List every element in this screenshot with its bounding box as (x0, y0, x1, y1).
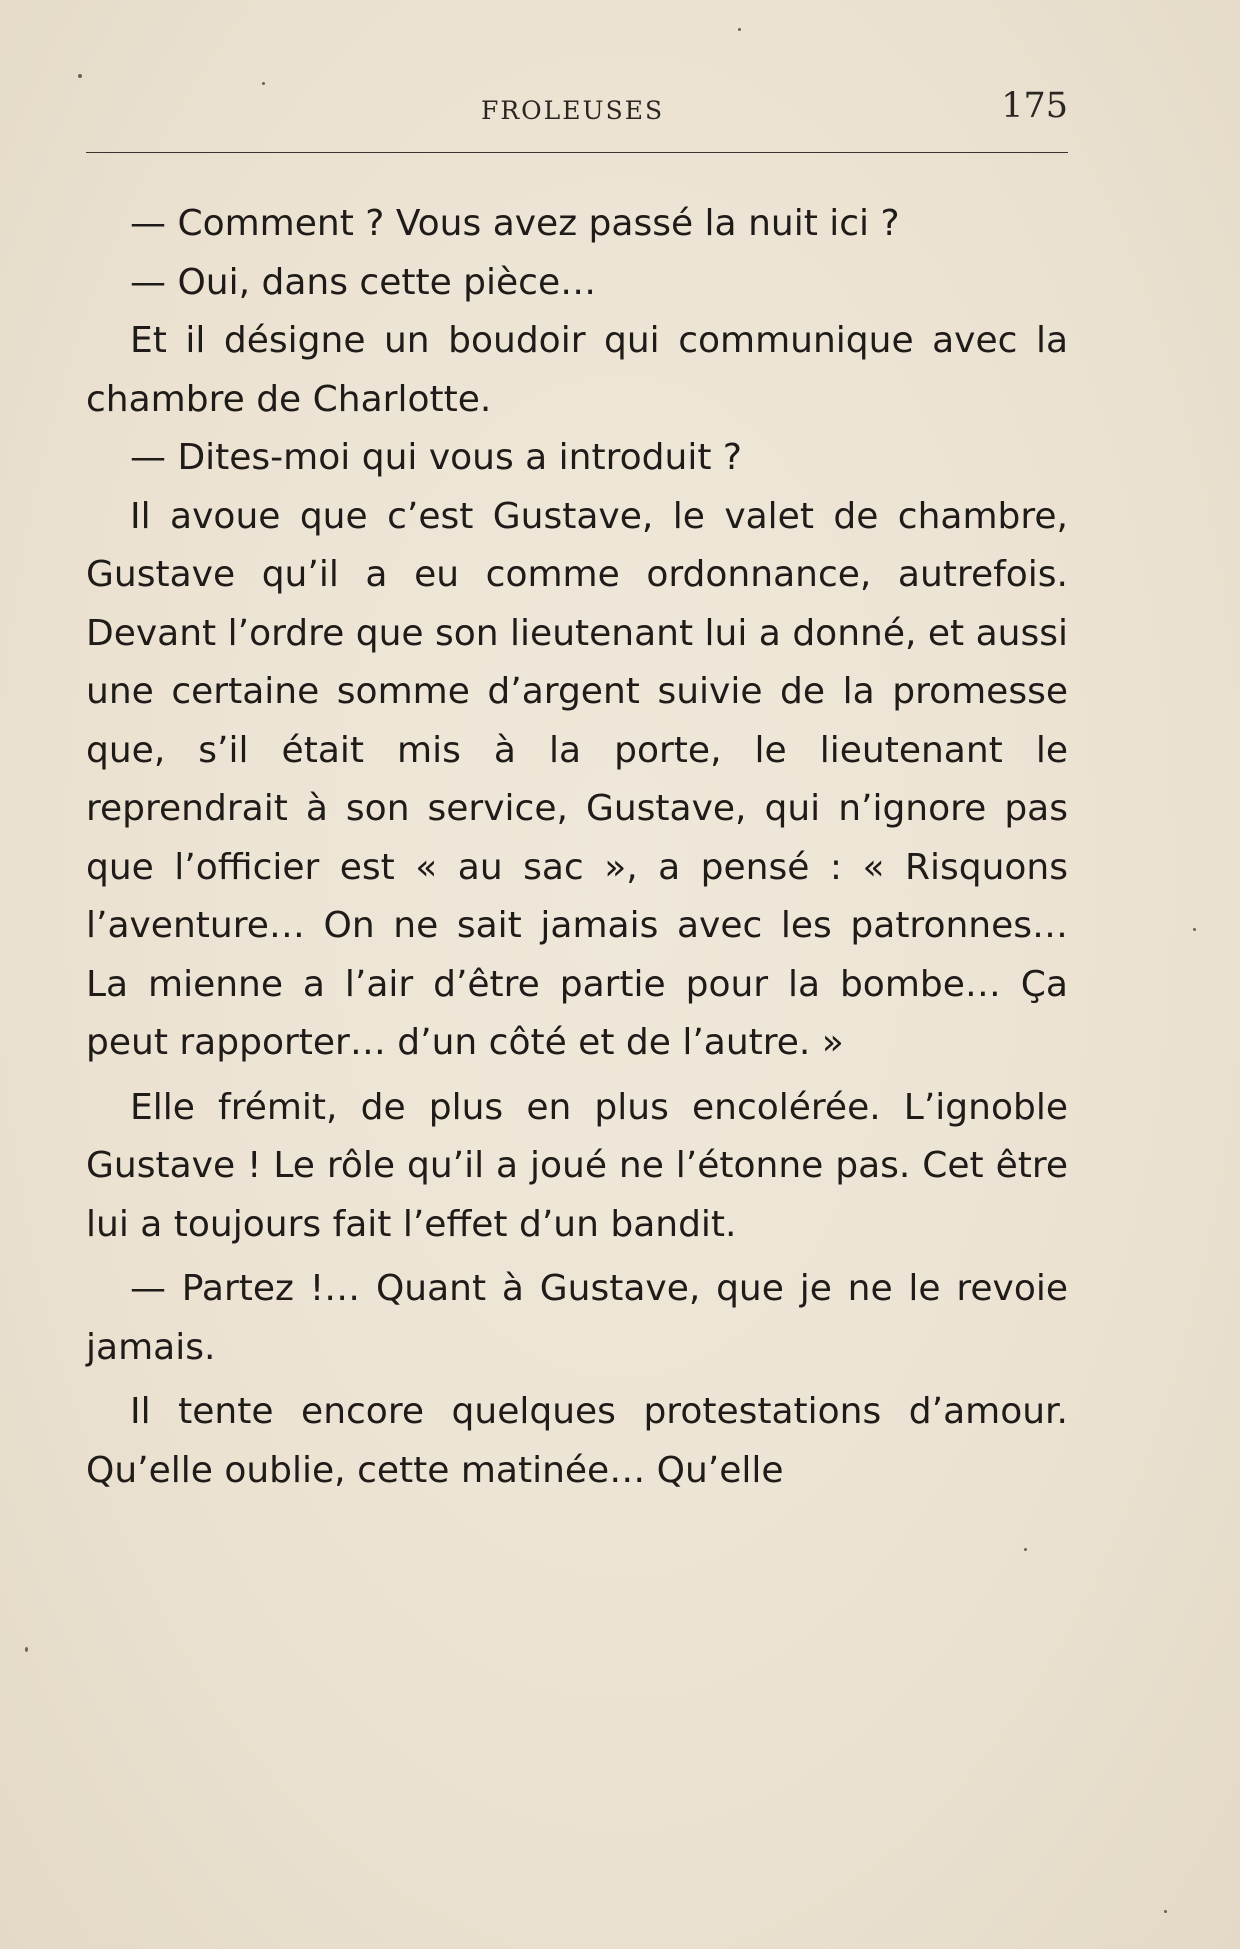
paragraph: Elle frémit, de plus en plus encolérée. L’ignoble Gustave ! Le rôle qu’il a joué ne l’étonne pas. Cet être lui a toujours fait l’effet d’un bandit. (86, 1086, 1068, 1245)
paragraph: — Partez !… Quant à Gustave, que je ne le revoie jamais. (86, 1268, 1068, 1368)
paragraph: Il avoue que c’est Gustave, le valet de chambre, Gustave qu’il a eu comme ordonnance, autrefois. Devant l’ordre que son lieutenant lui a donné, et aussi une certaine somme d’argent suivie de la promesse que, s’il était mis à la porte, le lieutenant le reprendrait à son service, Gustave, qui n’ignore pas que l’officier est « au sac », a pensé : « Risquons l’aventure… On ne sait jamais avec les patronnes… La mienne a l’air d’être partie pour la bombe… Ça peut rapporter… d’un côté et de l’autre. » (86, 495, 1068, 1063)
paragraph: — Dites-moi qui vous a introduit ? (130, 437, 742, 478)
paragraph: — Oui, dans cette pièce… (130, 261, 597, 303)
page-header (86, 86, 1068, 138)
paragraph: — Comment ? Vous avez passé la nuit ici ? (130, 203, 900, 244)
page-number: 175 (1001, 86, 1068, 126)
paragraph: Et il désigne un boudoir qui communique avec la chambre de Charlotte. (86, 320, 1068, 420)
header-rule (86, 152, 1068, 153)
paragraph: Il tente encore quelques protestations d’amour. Qu’elle oublie, cette matinée… Qu’elle (86, 1391, 1068, 1491)
running-title: FROLEUSES (481, 96, 665, 125)
body-text (86, 195, 1068, 1500)
